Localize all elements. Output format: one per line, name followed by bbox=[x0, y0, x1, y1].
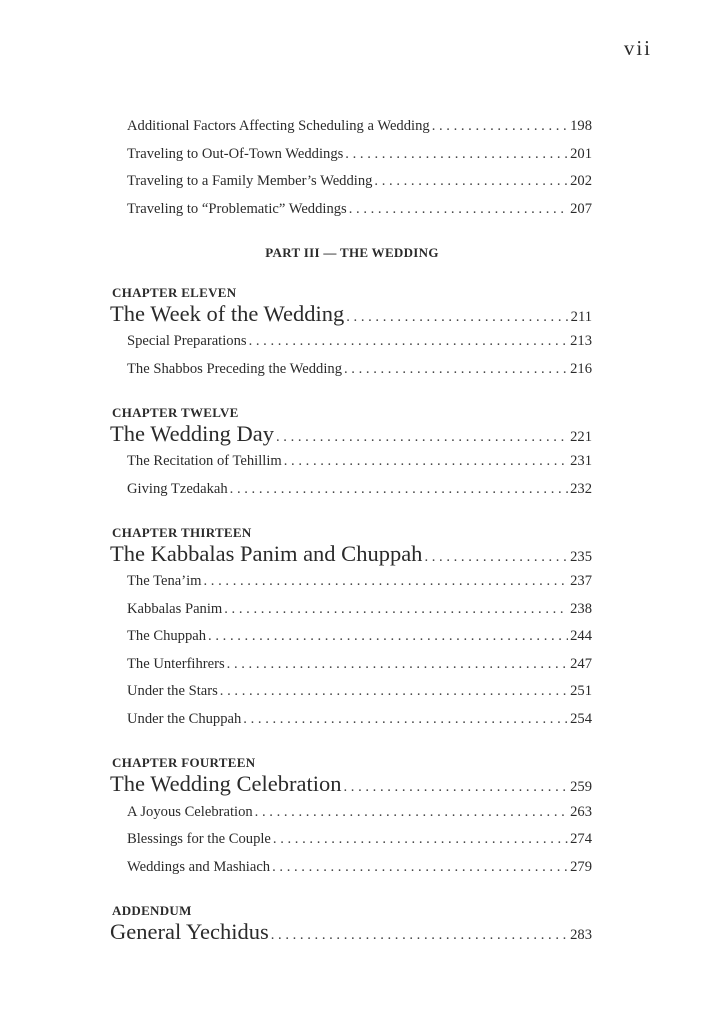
dot-leader bbox=[271, 927, 568, 944]
dot-leader bbox=[230, 481, 568, 498]
chapter-label: CHAPTER THIRTEEN bbox=[112, 525, 252, 540]
chapter-label: ADDENDUM bbox=[112, 903, 192, 918]
page-number: vii bbox=[623, 36, 652, 60]
toc-entry[interactable] bbox=[127, 201, 592, 218]
toc-entry-label: Additional Factors Affecting Scheduling a Wedding bbox=[127, 118, 430, 134]
toc-entry-label: The Unterfihrers bbox=[127, 656, 225, 672]
dot-leader bbox=[224, 601, 568, 618]
toc-entry[interactable] bbox=[127, 711, 592, 728]
toc-entry-page: 231 bbox=[570, 453, 592, 469]
toc-entry-page: 274 bbox=[570, 831, 592, 847]
toc-entry[interactable] bbox=[127, 146, 592, 163]
toc-entry[interactable] bbox=[127, 804, 592, 821]
chapter-title-row[interactable] bbox=[110, 301, 592, 327]
toc-entry-page: 237 bbox=[570, 573, 592, 589]
toc-entry-page: 202 bbox=[570, 173, 592, 189]
toc-entry[interactable] bbox=[127, 601, 592, 618]
toc-entry[interactable] bbox=[127, 656, 592, 673]
dot-leader bbox=[208, 628, 568, 645]
chapter-title: The Wedding Day bbox=[110, 421, 274, 446]
chapter-page: 259 bbox=[570, 779, 592, 795]
toc-entry-page: 279 bbox=[570, 859, 592, 875]
dot-leader bbox=[220, 683, 568, 700]
toc-entry-label: Blessings for the Couple bbox=[127, 831, 271, 847]
chapter-title-row[interactable] bbox=[110, 421, 592, 447]
chapter-title-row[interactable] bbox=[110, 919, 592, 945]
chapter-title: The Wedding Celebration bbox=[110, 771, 342, 796]
toc-entry-label: Weddings and Mashiach bbox=[127, 859, 271, 875]
toc-entry-page: 263 bbox=[570, 804, 592, 820]
toc-entry-label: Giving Tzedakah bbox=[127, 481, 228, 497]
dot-leader bbox=[272, 859, 568, 876]
toc-entry[interactable] bbox=[127, 333, 592, 350]
dot-leader bbox=[243, 711, 568, 728]
toc-entry-page: 238 bbox=[570, 601, 592, 617]
toc-entry[interactable] bbox=[127, 453, 592, 470]
chapter-page: 283 bbox=[570, 927, 592, 943]
toc-entry[interactable] bbox=[127, 173, 592, 190]
toc-entry-label: Traveling to “Problematic” Weddings bbox=[127, 201, 347, 217]
chapter-title-row[interactable] bbox=[110, 541, 592, 567]
dot-leader bbox=[227, 656, 568, 673]
chapter-title-row[interactable] bbox=[110, 771, 592, 797]
toc-entry-label: A Joyous Celebration bbox=[127, 804, 253, 820]
toc-entry-label: Traveling to a Family Member’s Wedding bbox=[127, 173, 373, 189]
chapter-page: 221 bbox=[570, 429, 592, 445]
toc-entry-page: 213 bbox=[570, 333, 592, 349]
dot-leader bbox=[374, 173, 568, 190]
dot-leader bbox=[249, 333, 569, 350]
toc-entry-page: 198 bbox=[570, 118, 592, 134]
toc-entry-label: Under the Chuppah bbox=[127, 711, 242, 727]
dot-leader bbox=[284, 453, 568, 470]
toc-entry-label: Special Preparations bbox=[127, 333, 247, 349]
toc-entry[interactable] bbox=[127, 683, 592, 700]
toc-entry-label: The Recitation of Tehillim bbox=[127, 453, 282, 469]
dot-leader bbox=[344, 361, 568, 378]
chapter-label: CHAPTER ELEVEN bbox=[112, 285, 237, 300]
toc-entry-label: Under the Stars bbox=[127, 683, 218, 699]
dot-leader bbox=[255, 804, 568, 821]
toc-entry[interactable] bbox=[127, 628, 592, 645]
toc-entry-label: The Tena’im bbox=[127, 573, 202, 589]
chapter-title: General Yechidus bbox=[110, 919, 269, 944]
dot-leader bbox=[276, 429, 568, 446]
toc-entry-page: 216 bbox=[570, 361, 592, 377]
part-heading: PART III — THE WEDDING bbox=[265, 245, 439, 260]
chapter-title: The Kabbalas Panim and Chuppah bbox=[110, 541, 423, 566]
chapter-page: 211 bbox=[570, 309, 592, 325]
dot-leader bbox=[204, 573, 569, 590]
chapter-page: 235 bbox=[570, 549, 592, 565]
toc-entry-label: Traveling to Out-Of-Town Weddings bbox=[127, 146, 344, 162]
toc-entry-page: 244 bbox=[570, 628, 592, 644]
chapter-label: CHAPTER FOURTEEN bbox=[112, 755, 256, 770]
chapter-title: The Week of the Wedding bbox=[110, 301, 345, 326]
toc-entry-page: 207 bbox=[570, 201, 592, 217]
chapter-label: CHAPTER TWELVE bbox=[112, 405, 239, 420]
dot-leader bbox=[349, 201, 568, 218]
dot-leader bbox=[345, 146, 568, 163]
toc-entry-page: 254 bbox=[570, 711, 592, 727]
toc-entry[interactable] bbox=[127, 118, 592, 135]
toc-entry[interactable] bbox=[127, 361, 592, 378]
toc-entry[interactable] bbox=[127, 573, 592, 590]
toc-entry-page: 247 bbox=[570, 656, 592, 672]
toc-entry[interactable] bbox=[127, 481, 592, 498]
toc-entry-page: 232 bbox=[570, 481, 592, 497]
dot-leader bbox=[432, 118, 568, 135]
toc-entry-label: The Shabbos Preceding the Wedding bbox=[127, 361, 342, 377]
toc-entry-page: 251 bbox=[570, 683, 592, 699]
dot-leader bbox=[424, 549, 568, 566]
toc-entry[interactable] bbox=[127, 831, 592, 848]
dot-leader bbox=[343, 779, 568, 796]
toc-entry-label: Kabbalas Panim bbox=[127, 601, 223, 617]
toc-entry[interactable] bbox=[127, 859, 592, 876]
toc-entry-label: The Chuppah bbox=[127, 628, 207, 644]
dot-leader bbox=[346, 309, 568, 326]
toc-entry-page: 201 bbox=[570, 146, 592, 162]
dot-leader bbox=[273, 831, 568, 848]
